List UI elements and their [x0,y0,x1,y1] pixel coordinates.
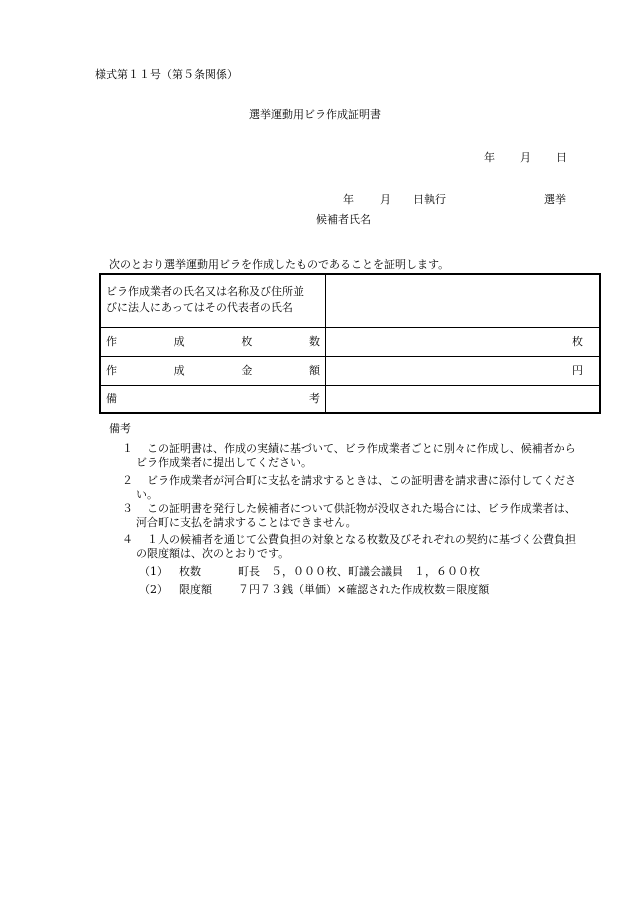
remarks-label [106,392,320,406]
quantity-label-char: 枚 [241,335,253,348]
remarks-label-char: 考 [309,392,320,405]
amount-value-cell[interactable] [333,357,563,385]
note-item-2 [122,474,582,502]
certificate-table [99,273,601,414]
intro-statement: 次のとおり選挙運動用ビラを作成したものであることを証明します。 [109,258,450,271]
printer-label-line1: ビラ作成業者の氏名又は名称及び住所並 [106,285,304,298]
amount-label-char: 作 [106,364,117,377]
amount-unit: 円 [572,364,583,377]
sub-item-number-2: （2） [139,583,168,596]
election-label: 選挙 [544,193,566,206]
amount-label-char: 成 [173,364,185,377]
note-text: この証明書は、作成の実績に基づいて、ビラ作成業者ごとに別々に作成し、候補者からビラ作成業者に提出してください。 [136,442,576,469]
amount-label-char: 額 [308,364,320,377]
remarks-value-cell[interactable] [333,386,593,412]
quantity-unit: 枚 [572,335,583,348]
document-title: 選挙運動用ビラ作成証明書 [249,108,381,121]
candidate-name-label: 候補者氏名 [316,213,371,226]
sub-item-number-1: （1） [139,565,168,578]
quantity-label [106,335,320,349]
note-number: ３ [122,502,133,515]
date-day-label: 日 [556,151,567,164]
note-text: １人の候補者を通じて公費負担の対象となる枚数及びそれぞれの契約に基づく公費負担の限度額は、次のとおりです。 [136,533,576,560]
printer-label-line2: びに法人にあってはその代表者の氏名 [106,301,293,314]
table-row-amount [101,357,599,386]
amount-label-char: 金 [241,364,253,377]
form-number: 様式第１１号（第５条関係） [95,68,238,81]
election-exec-day-label: 日執行 [413,193,446,206]
note-number: １ [122,442,133,455]
quantity-label-char: 作 [106,335,117,348]
table-row-remarks [101,386,599,412]
sub-item-label-1: 枚数 [179,565,201,578]
sub-item-label-2: 限度額 [179,583,212,596]
note-number: ２ [122,474,133,487]
note-item-1 [122,442,582,470]
quantity-value-cell[interactable] [333,328,563,356]
quantity-label-char: 成 [173,335,185,348]
election-month-label: 月 [380,193,391,206]
date-month-label: 月 [520,151,531,164]
note-text: ビラ作成業者が河合町に支払を請求するときは、この証明書を請求書に添付してください。 [136,474,576,501]
sub-item-value-1: 町長 ５，０００枚、町議会議員 １，６００枚 [238,565,480,578]
note-number: ４ [122,533,133,546]
note-item-3 [122,502,582,530]
note-item-4 [122,533,582,561]
date-year-label: 年 [484,151,495,164]
table-row-printer [101,275,599,328]
remarks-heading: 備考 [109,422,131,435]
note-text: この証明書を発行した候補者について供託物が没収された場合には、ビラ作成業者は、河合町に支払を請求することはできません。 [136,502,576,529]
amount-label [106,364,320,378]
remarks-label-char: 備 [106,392,117,405]
quantity-label-char: 数 [308,335,320,348]
sub-item-value-2: ７円７３銭（単価）×確認された作成枚数＝限度額 [238,583,490,596]
election-year-label: 年 [343,193,354,206]
table-row-quantity [101,328,599,357]
printer-value-cell[interactable] [333,275,593,327]
